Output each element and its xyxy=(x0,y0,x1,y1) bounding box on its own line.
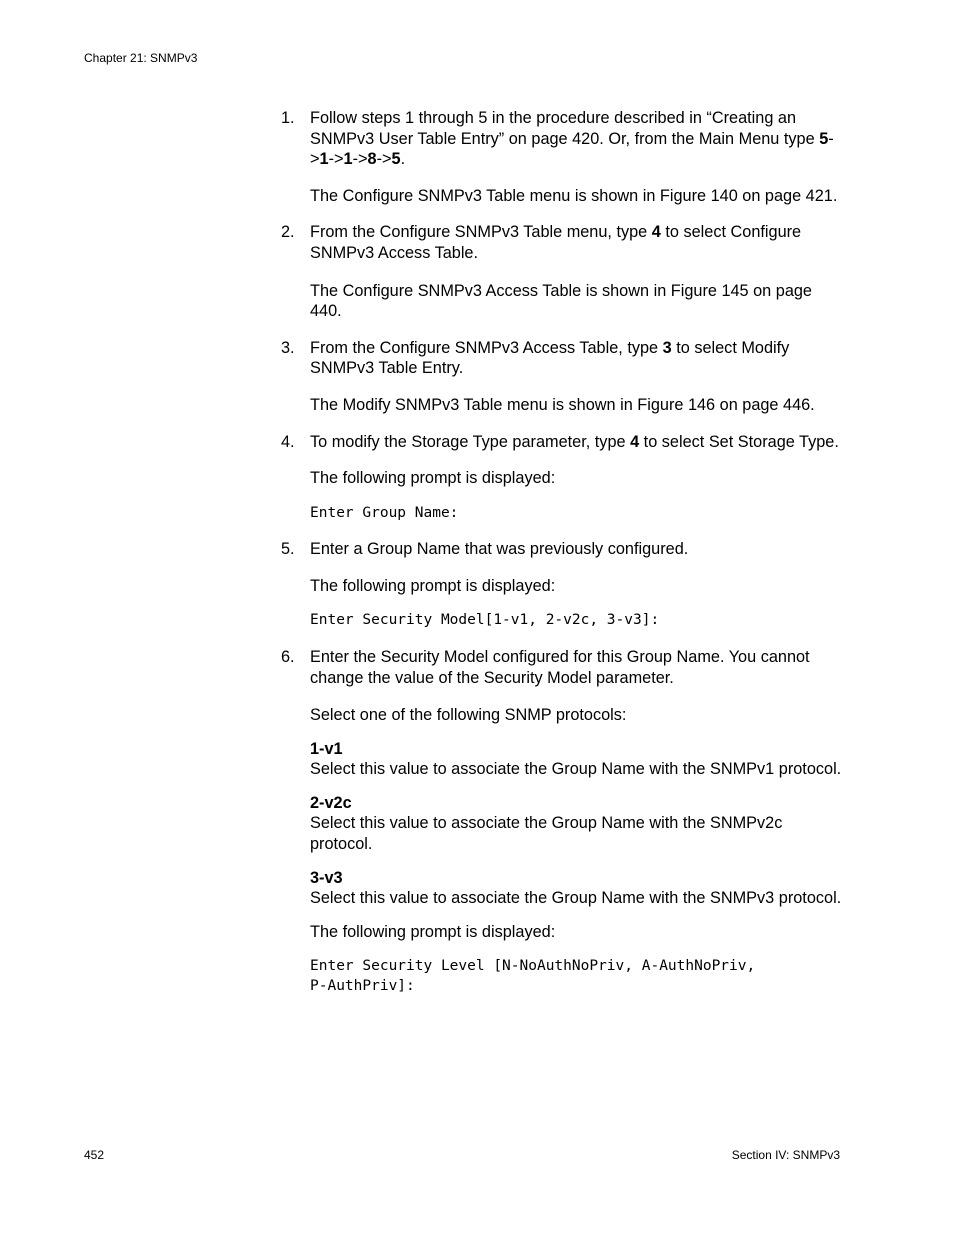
step-3-note: The Modify SNMPv3 Table menu is shown in Figure 146 on page 446. xyxy=(310,395,815,414)
step-text: to select Modify SNMPv3 Table Entry. xyxy=(310,338,790,378)
running-header: Chapter 21: SNMPv3 xyxy=(84,51,198,65)
menu-key: 4 xyxy=(651,223,661,242)
step-6-note: Select one of the following SNMP protocols: xyxy=(310,706,627,725)
option-description: Select this value to associate the Group Name with the SNMPv3 protocol. xyxy=(310,889,842,908)
code-prompt: Enter Group Name: xyxy=(310,504,459,521)
step-3 xyxy=(281,338,846,379)
running-footer: Section IV: SNMPv3 xyxy=(731,1148,840,1162)
option-term: 1-v1 xyxy=(310,739,343,758)
code-line: Enter Security Level [N-NoAuthNoPriv, A-AuthNoPriv, xyxy=(310,958,756,975)
menu-separator: -> xyxy=(310,129,834,169)
step-number: 6. xyxy=(281,647,295,666)
procedure-body xyxy=(281,108,846,996)
step-2 xyxy=(281,222,846,263)
menu-separator: -> xyxy=(376,150,392,169)
step-4-note: The following prompt is displayed: xyxy=(310,469,556,488)
option-term: 3-v3 xyxy=(310,868,343,887)
menu-key: 1 xyxy=(319,150,329,169)
step-text: Enter a Group Name that was previously configured. xyxy=(310,540,689,559)
step-6-note-2: The following prompt is displayed: xyxy=(310,922,556,941)
step-text: Enter the Security Model configured for this Group Name. You cannot change the value of the Security Model parameter. xyxy=(310,647,810,687)
step-5-note: The following prompt is displayed: xyxy=(310,576,556,595)
step-1 xyxy=(281,108,846,170)
menu-key: 3 xyxy=(662,338,672,357)
step-text: to select Configure SNMPv3 Access Table. xyxy=(310,223,802,262)
code-prompt: Enter Security Model[1-v1, 2-v2c, 3-v3]: xyxy=(310,612,660,629)
option-description: Select this value to associate the Group Name with the SNMPv2c protocol. xyxy=(310,814,783,854)
step-text: From the Configure SNMPv3 Table menu, type xyxy=(310,223,652,242)
step-number: 3. xyxy=(281,338,295,357)
step-text-end: . xyxy=(400,150,406,169)
code-line: P-AuthPriv]: xyxy=(310,977,415,994)
code-prompt xyxy=(281,957,846,996)
menu-key: 1 xyxy=(343,150,353,169)
step-1-note: The Configure SNMPv3 Table menu is shown in Figure 140 on page 421. xyxy=(310,186,838,205)
menu-key: 5 xyxy=(819,129,829,148)
step-text: To modify the Storage Type parameter, type xyxy=(310,432,631,451)
menu-separator: -> xyxy=(328,150,344,169)
step-text: Follow steps 1 through 5 in the procedure described in “Creating an SNMPv3 User Table Entry” on page 420. Or, from the Main Menu type xyxy=(310,109,820,148)
step-number: 1. xyxy=(281,109,295,127)
step-text: From the Configure SNMPv3 Access Table, type xyxy=(310,338,663,357)
menu-separator: -> xyxy=(352,150,368,169)
menu-key: 8 xyxy=(367,150,377,169)
menu-key: 5 xyxy=(391,150,401,169)
option-description: Select this value to associate the Group Name with the SNMPv1 protocol. xyxy=(310,760,842,779)
step-number: 2. xyxy=(281,223,295,242)
page-number: 452 xyxy=(84,1148,105,1162)
step-number: 5. xyxy=(281,540,295,559)
step-text: to select Set Storage Type. xyxy=(639,432,839,451)
step-4 xyxy=(281,432,846,453)
step-2-note: The Configure SNMPv3 Access Table is shown in Figure 145 on page 440. xyxy=(310,281,812,321)
step-6 xyxy=(281,647,846,688)
step-number: 4. xyxy=(281,432,295,451)
option-term: 2-v2c xyxy=(310,793,352,812)
menu-key: 4 xyxy=(630,432,640,451)
step-5 xyxy=(281,539,846,560)
